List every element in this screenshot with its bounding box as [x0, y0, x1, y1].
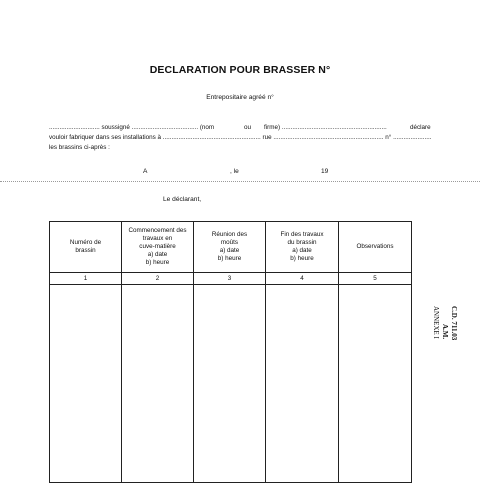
entry-cell-fin[interactable] [266, 285, 339, 483]
entry-cell-commencement[interactable] [122, 285, 194, 483]
ou-word: ou [244, 124, 252, 131]
header-fin: Fin des travaux du brassin a) date b) heure [266, 222, 339, 273]
column-number: 3 [194, 273, 266, 285]
installations-line: vouloir fabriquer dans ses installations à ........................................................ rue ............................................................... n° ...................... [49, 134, 432, 141]
table-header-row [50, 222, 412, 273]
entry-cell-observations[interactable] [339, 285, 412, 483]
table-body-row [50, 285, 412, 483]
header-commencement: Commencement des travaux en cuve-matière a) date b) heure [122, 222, 194, 273]
column-number: 5 [339, 273, 412, 285]
date-label: , le [230, 168, 239, 175]
entry-cell-numero[interactable] [50, 285, 122, 483]
declare-word: déclare [410, 124, 431, 131]
annex-am: A.M. [441, 324, 449, 340]
header-observations: Observations [339, 222, 412, 273]
brassins-line: les brassins ci-après : [49, 144, 110, 151]
soussigne-line: ............................. soussigné ...................................... (nom [49, 124, 215, 131]
place-label: A [143, 168, 148, 175]
table-number-row [50, 273, 412, 285]
entry-cell-reunion[interactable] [194, 285, 266, 483]
header-reunion: Réunion des moûts a) date b) heure [194, 222, 266, 273]
column-number: 4 [266, 273, 339, 285]
document-title: DECLARATION POUR BRASSER N° [149, 64, 331, 76]
header-numero: Numéro de brassin [50, 222, 122, 273]
annex-label: ANNEXE I [432, 306, 440, 339]
separator-line [0, 181, 480, 182]
column-number: 2 [122, 273, 194, 285]
brassin-table [49, 221, 412, 483]
annex-reference [426, 306, 470, 376]
firme-line: firme) ............................................................ [264, 124, 387, 131]
declarant-label: Le déclarant, [163, 196, 202, 203]
entrepositaire-line: Entrepositaire agréé n° [206, 94, 274, 101]
annex-code: C.D. 711.03 [450, 306, 458, 341]
year-label: 19 [321, 168, 329, 175]
column-number: 1 [50, 273, 122, 285]
